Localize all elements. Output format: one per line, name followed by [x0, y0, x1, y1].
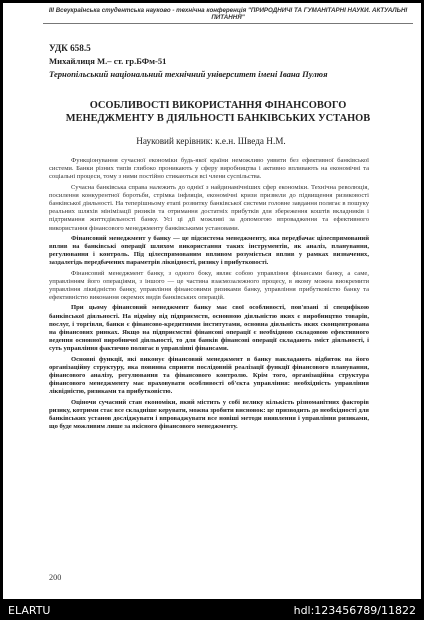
university-line: Тернопільський національний технічний університет імені Івана Пулюя: [49, 69, 328, 79]
handle-label: hdl:123456789/11822: [293, 604, 416, 617]
body-paragraph: Основні функції, які виконує фінансовий менеджмент в банку накладають відбиток на його організаційну структуру, яка повинна сприяти послідовній реалізації функції фінансового планування, фінансового аналізу, регулювання та фінансового контролю. Крім того, організаційна структура фінансового менеджменту має враховувати особливості об'єкта управління: необхідність управління ліквідністю, ризиками та прибутковістю.: [49, 355, 369, 396]
conference-header: III Всеукраїнська студентська науково - технічна конференція "ПРИРОДНИЧІ ТА ГУМАНІТАРНІ НАУКИ. АКТУАЛЬНІ ПИТАННЯ": [43, 7, 413, 24]
advisor-line: Науковий керівник: к.е.н. Шведа Н.М.: [136, 136, 286, 146]
page-number: 200: [49, 573, 62, 582]
author-line: Михайлиця М.– ст. гр.БФм-51: [49, 56, 167, 66]
body-paragraph: Сучасна банківська справа належить до однієї з найдинамічніших сфер економіки. Технічна революція, посилення конкурентної боротьби, стрімка інфляція, економічні кризи призвели до підвищення ризиковості банківської діяльності. На теперішньому етапі розвитку банківської системи головне завдання полягає в пошуку реальних шляхів мінімізації ризиків та отримання достатніх прибутків для збереження коштів вкладників і підтримання життєдіяльності банку. Усі ці дії можливі за допомогою впровадження та ефективного використання фінансового менеджменту банківськими установами.: [49, 183, 369, 232]
body-paragraph: Функціонування сучасної економіки будь-якої країни неможливо уявити без ефективної банківської системи. Банки різних типів глибоко проникають у сферу виробництва і активно впливають на економічні та соціальні процеси, тому з ними постійно стикаються всі члени суспільства.: [49, 157, 369, 181]
article-title: ОСОБЛИВОСТІ ВИКОРИСТАННЯ ФІНАНСОВОГО МЕНЕДЖМЕНТУ В ДІЯЛЬНОСТІ БАНКІВСЬКИХ УСТАНОВ: [65, 100, 371, 124]
body-paragraph: Фінансовий менеджмент банку, з одного боку, являє собою управління фінансами банку, а саме, управлінням його операціями, з іншого — це частина взаємозалежного процесу, в якому можна виокремити управління ліквідністю банку, управління фінансовими ризиками банку, управління прибутковістю банку та ефективністю виконання окремих видів банківських операцій.: [49, 269, 369, 302]
viewer-footer: [0, 600, 424, 620]
body-paragraph: Фінансовий менеджмент у банку — це підсистема менеджменту, яка передбачає цілеспрямований вплив на банківські операції шляхом використання таких інструментів, як аналіз, планування, регулювання і контроль. Під цілеспрямованим впливом розуміється вплив у рамках визначених, заздалегідь передбачених параметрів ліквідності, ризику і прибутковості.: [49, 234, 369, 267]
document-page: [3, 3, 421, 599]
article-body: [49, 157, 369, 434]
body-paragraph: Оціночи сучасний стан економіки, який містить у собі велику кількість різноманітних факторів ризику, котрими стає все складніше керувати, можна зробити висновок: це призводить до необхідності для банківських установ досліджувати і впроваджувати все новіші методи виявлення і управління ризиками, що буде можливим лише за якісного фінансового менеджменту.: [49, 398, 369, 431]
udk-code: УДК 658.5: [49, 43, 91, 53]
repository-label: ELARTU: [8, 604, 51, 617]
body-paragraph: При цьому фінансовий менеджмент банку має свої особливості, пов'язані зі специфікою банківської діяльності. На відміну від підприємств, основною діяльністю яких є виробництво товарів, послуг, і торгівля, банки є фінансово-кредитними інститутами, основна діяльність яких сконцентрована на фінансових ринках. Якщо на підприємстві фінансові операції є необхідною складовою ефективного ведення основної виробничої діяльності, то для банків фінансові операції складають зміст діяльності, і суть управління фактично полягає в управлінні фінансами.: [49, 304, 369, 353]
